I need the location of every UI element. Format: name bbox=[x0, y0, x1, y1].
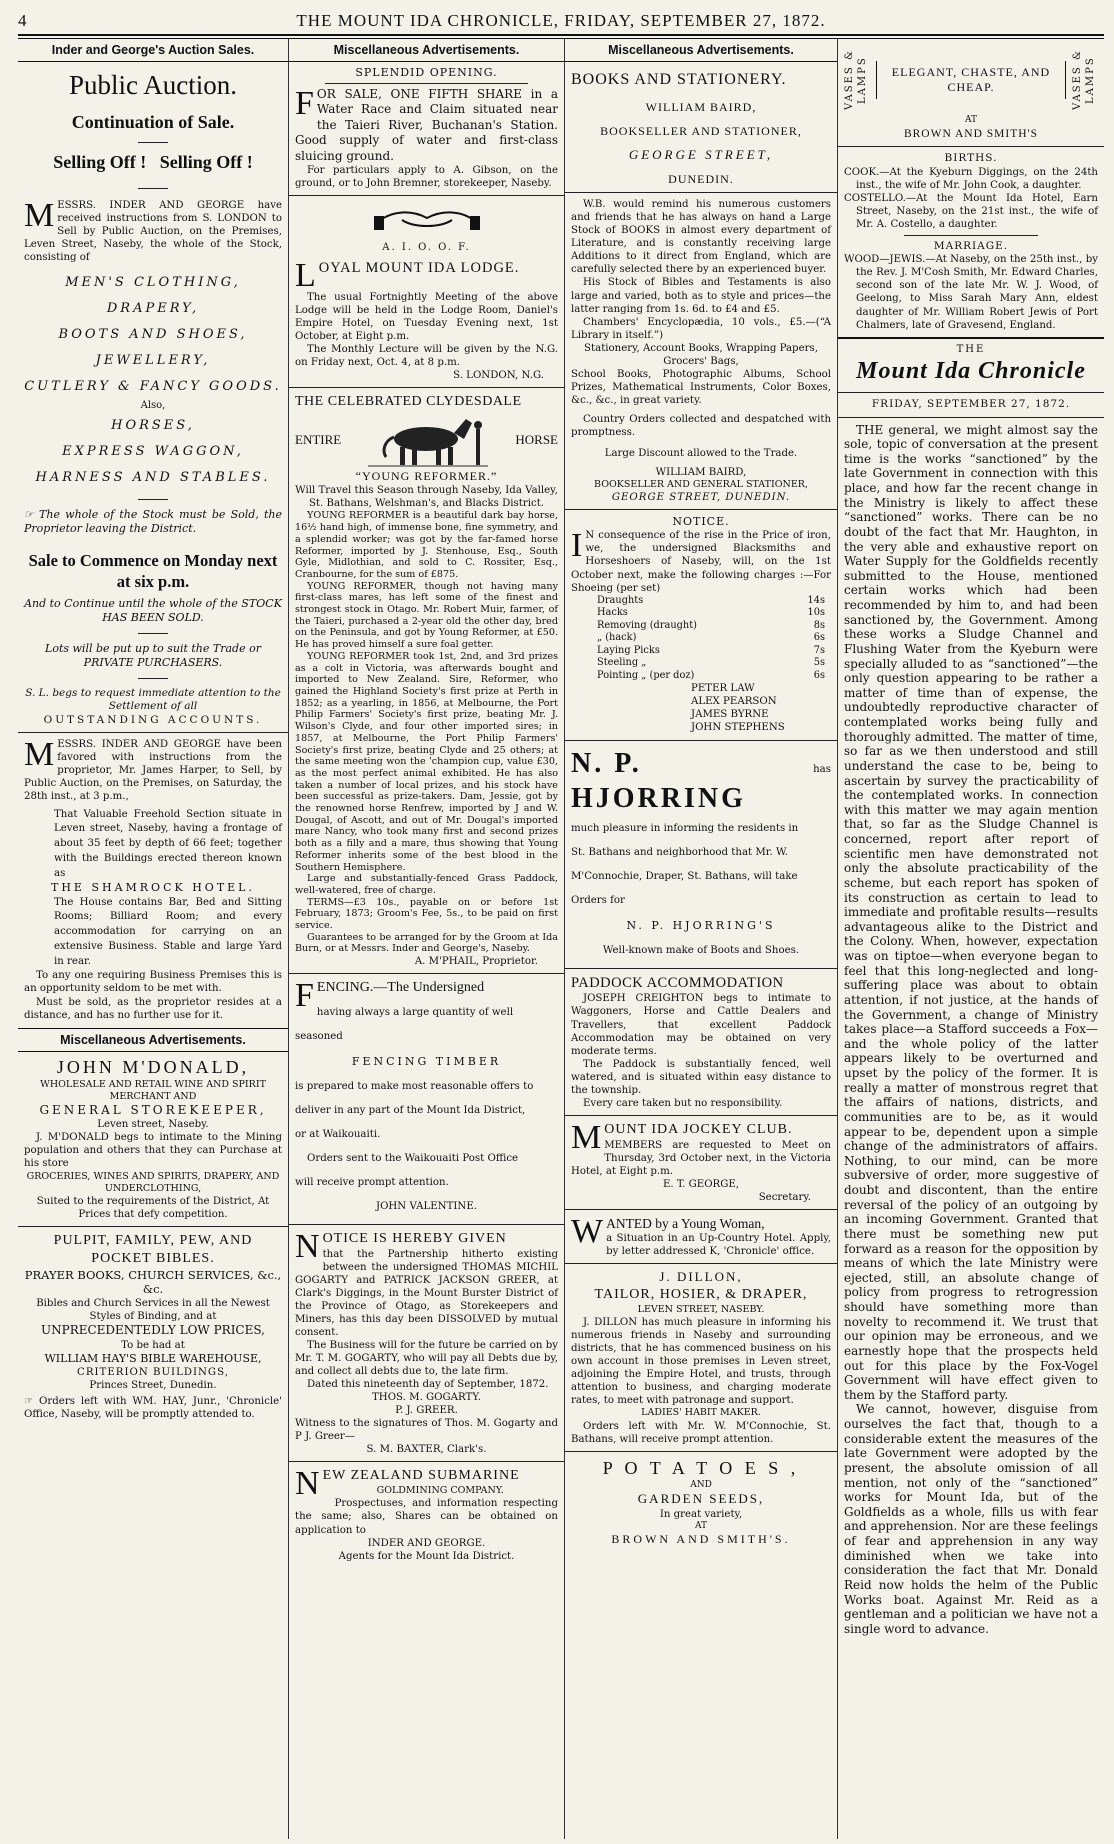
jockey-sign: E. T. GEORGE, bbox=[662, 1178, 740, 1190]
pointing-hand-icon: ☞ bbox=[24, 1395, 40, 1407]
books-street: GEORGE STREET, bbox=[628, 147, 774, 163]
pulpit-line-2: Bibles and Church Services in all the Newest Styles of Binding, and at bbox=[36, 1298, 270, 1323]
masthead-the: THE bbox=[956, 343, 986, 355]
pointing-hand-icon: ☞ bbox=[24, 507, 40, 521]
horse-title: THE CELEBRATED CLYDESDALE bbox=[295, 394, 522, 410]
wanted-text: a Situation in an Up-Country Hotel. Apply, by letter addressed K, 'Chronicle' office. bbox=[606, 1233, 831, 1258]
column-4 bbox=[838, 39, 1104, 1839]
auction-also: Also, bbox=[140, 399, 166, 411]
notice-text-2: The Business will for the future be carried on by Mr. T. M. GOGARTY, who will pay all Debts due by, and collect all debts due to, the late firm. bbox=[295, 1339, 558, 1378]
potatoes-title: P O T A T O E S , bbox=[602, 1457, 800, 1478]
wanted-title: WANTED by a Young Woman, bbox=[571, 1212, 765, 1250]
dillon-orders: Orders left with Mr. W. M'Connochie, St. Bathans, will receive prompt attention. bbox=[571, 1420, 831, 1445]
auction-subtitle: Continuation of Sale. bbox=[71, 111, 235, 132]
books-sign: WILLIAM BAIRD, bbox=[655, 467, 747, 479]
auction-lots: Lots will be put up to suit the Trade or PRIVATE PURCHASERS. bbox=[45, 641, 261, 669]
lodge-sign: S. LONDON, N.G. bbox=[453, 370, 544, 382]
fencing-title: FENCING.—The Undersigned bbox=[295, 977, 485, 1015]
column-2 bbox=[289, 39, 565, 1839]
auction-request: S. L. begs to request immediate attention to the Settlement of all bbox=[25, 686, 281, 713]
masthead-date: FRIDAY, SEPTEMBER 27, 1872. bbox=[871, 398, 1071, 411]
pulpit-line-6: CRITERION BUILDINGS, bbox=[77, 1366, 229, 1378]
fencing-body: having always a large quantity of well seasoned FENCING TIMBER is prepared to make most reasonable offers to deliver in any part of the Mount Ida District, or at Waikouaiti. Orders sent to the Waikouaiti Post Office will receive prompt attention. JOHN VALENTINE. bbox=[295, 1007, 534, 1212]
price-list bbox=[571, 595, 831, 683]
dillon-text: J. DILLON has much pleasure in informing his numerous friends in Naseby and surrounding districts, that he has commenced business on his own account in those premises in Leven street, adjoining the Empire Hotel, and trusts, through attention to business, and charging moderate rates, to meet with patronage and support. bbox=[571, 1317, 831, 1407]
dillon-ladies: LADIES' HABIT MAKER. bbox=[641, 1407, 761, 1419]
horse-banner: ENTIRE HORSE bbox=[295, 411, 558, 469]
notice-title: NOTICE IS HEREBY GIVEN bbox=[295, 1227, 507, 1265]
editorial-p2: We cannot, however, disguise from ourselves the fact that, though to a considerable extent the measures of the late Government were adopted by the present, the absolute omission of all mention, not only of the “sanctioned” works for Mount Ida, but of the Goldfields as a whole, fills us with fear and apprehension. Nor are these feelings of fear and apprehension in any way diminished when we take into consideration the fact that Mr. Donald Reid now holds the helm of the Public Works boat. Against Mr. Reid as a gentleman and a politician we have not a single word to advance. bbox=[844, 1402, 1098, 1636]
pulpit-line-4: To be had at bbox=[121, 1339, 185, 1351]
horse-p4: Large and substantially-fenced Grass Paddock, well-watered, free of charge. bbox=[295, 873, 558, 896]
birth-entry: COSTELLO.—At the Mount Ida Hotel, Earn Street, Naseby, on the 21st inst., the wife of Mr. A. Costello, a daughter. bbox=[844, 192, 1098, 230]
notice-sig-2: P. J. GREER. bbox=[395, 1405, 458, 1417]
price-row: Steeling „ 5s bbox=[597, 657, 825, 669]
pulpit-line-5: WILLIAM HAY'S BIBLE WAREHOUSE, bbox=[44, 1351, 262, 1365]
column-3 bbox=[565, 39, 838, 1839]
auction-continue: And to Continue until the whole of the STOCK HAS BEEN SOLD. bbox=[24, 596, 282, 624]
books-sign-3: GEORGE STREET, DUNEDIN. bbox=[611, 492, 791, 504]
books-role: BOOKSELLER AND STATIONER, bbox=[600, 123, 802, 138]
jockey-title: MOUNT IDA JOCKEY CLUB. bbox=[571, 1118, 793, 1156]
horse-p5: TERMS—£3 10s., payable on or before 1st February, 1873; Groom's Fee, 5s., to be paid on first service. bbox=[295, 896, 558, 932]
lodge-lecture: The Monthly Lecture will be given by the N.G. on Friday next, Oct. 4, at 8 p.m. bbox=[295, 343, 558, 368]
vases-right: VASES & LAMPS bbox=[1072, 49, 1097, 111]
price-row: Draughts 14s bbox=[597, 594, 825, 606]
paddock-text-3: Every care taken but no responsibility. bbox=[583, 1097, 783, 1109]
books-sign-2: BOOKSELLER AND GENERAL STATIONER, bbox=[594, 479, 808, 491]
mcdonald-line-3: Leven street, Naseby. bbox=[97, 1119, 209, 1131]
potatoes-seeds: GARDEN SEEDS, bbox=[637, 1491, 765, 1507]
auction-selling: Selling Off ! Selling Off ! bbox=[53, 151, 253, 172]
freehold-body-2: The House contains Bar, Bed and Sitting Rooms; Billiard Room; and every accommodation for carrying on an extensive Business. Stable and large Yard in rear. bbox=[54, 896, 282, 967]
submarine-sub: GOLDMINING COMPANY. bbox=[376, 1485, 504, 1497]
price-row: Removing (draught) 8s bbox=[597, 619, 825, 631]
auction-accounts: OUTSTANDING ACCOUNTS. bbox=[43, 713, 263, 726]
submarine-title: NEW ZEALAND SUBMARINE bbox=[295, 1465, 520, 1503]
horse-p2: YOUNG REFORMER, though not having many first-class mares, has left some of the finest and strongest stock in Otago. Mr. Robert Muir, farmer, of the Taieri, purchased a 2-year old the other day, bred on the Peninsula, and got by Young Reformer, at £50. He has proved himself a sure foal getter. bbox=[295, 580, 558, 651]
paddock-text: JOSEPH CREIGHTON begs to intimate to Waggoners, Horse and Cattle Dealers and Travellers, that excellent Paddock Accommodation may be obtained on very moderate terms. bbox=[571, 993, 831, 1057]
paddock-title: PADDOCK ACCOMMODATION bbox=[571, 974, 784, 991]
freehold-intro: MESSRS. INDER AND GEORGE have been favored with instructions from the proprietor, Mr. James Harper, to Sell, by Public Auction, on the Premises, on Saturday, the 28th inst., at 3 p.m., bbox=[24, 736, 282, 803]
notice-sig-1: THOS. M. GOGARTY. bbox=[372, 1392, 481, 1404]
submarine-sign: INDER AND GEORGE. bbox=[367, 1537, 486, 1549]
dillon-title: TAILOR, HOSIER, & DRAPER, bbox=[594, 1286, 808, 1302]
column-heading: Miscellaneous Advertisements. bbox=[565, 39, 837, 62]
price-row: Laying Picks 7s bbox=[597, 644, 825, 656]
births-title: BIRTHS. bbox=[944, 152, 998, 165]
masthead-name: Mount Ida Chronicle bbox=[856, 358, 1086, 385]
birth-entry: COOK.—At the Kyeburn Diggings, on the 24th inst., the wife of Mr. John Cook, a daughter. bbox=[844, 166, 1098, 191]
mcdonald-line-1: WHOLESALE AND RETAIL WINE AND SPIRIT MERCHANT AND bbox=[40, 1078, 266, 1102]
editorial-p1: THE general, we might almost say the sole, topic of conversation at the present time is the works “sanctioned” by the late Government in connection with this place, and how far the recent change in the Ministry is likely to affect these “sanctioned” works. There can be no doubt of the fact that Mr. Haughton, in the very able and exhaustive report on Water Supply for the Goldfields recently submitted to the House, mentioned certain works which had been recommended by him to, and had been sanctioned by, the Government. Among these works a Sludge Channel and Flushing Water from the Kyeburn were specially alluded to as “sanctioned”—the only question appearing to be rather a matter of time than of expense, the undoubtedly reproductive character of contemplated works being fully and thoroughly admitted. The matter of time, so far as we then understood and still understand the case to be, being to ascertain by survey the practicability of the contemplated works. In connection with this matter we may again mention that, so far as the Sludge Channel is concerned, report after report of scientific men have demonstrated not only the absolute practicability of the scheme, but each report has spoken of its construction as certain to lead to immediate and profitable results—results advantageous alike to the District and the Colony. When, however, expectation was on tiptoe—when everyone began to feel that this long-neglected and long-suffering place was about to obtain attention, if not justice, at the hands of the Government, a change of Ministry takes place—a Stafford succeeds a Fox—and the whole policy of the latter appears likely to be overturned and upset by the policy of the former. It is really a matter of monstrous regret that the affairs of nations, districts, and communities are to be, as it would appear to be, dependent upon a simple change of the administrators of affairs. Nothing, to our mind, can be more subversive of order, more suggestive of doubt and discontent, than the entire reversal of the policy of an outgoing by an incoming Government. Granted that there must be something new put forward as a reason for the opposition by means of which the late Ministry were ejected, still, an absolute change of policy from progress to retrogression should have something more than novelty to recommend it. We trust that our opinion may be erroneous, and we earnestly hope that the prospects held out for this place by the Fox-Vogel Government will have effect given to them by the Stafford party. bbox=[844, 422, 1098, 1402]
opening-title: SPLENDID OPENING. bbox=[355, 66, 498, 79]
vases-where: BROWN AND SMITH'S bbox=[903, 127, 1039, 140]
pulpit-orders: ☞ Orders left with WM. HAY, Junr., 'Chronicle' Office, Naseby, will be promptly attended to. bbox=[24, 1395, 282, 1420]
jockey-sign-2: Secretary. bbox=[758, 1191, 811, 1203]
submarine-text: Prospectuses, and information respecting the same; also, Shares can be obtained on application to bbox=[295, 1498, 558, 1536]
mcdonald-name: JOHN M'DONALD, bbox=[56, 1056, 250, 1077]
books-p1: W.B. would remind his numerous customers and friends that he has always on hand a Large Stock of BOOKS in almost every department of Literature, and is constantly receiving large Additions to it direct from England, which are carefully selected there by an experienced buyer. bbox=[571, 199, 831, 276]
potatoes-and: AND bbox=[690, 1479, 712, 1490]
vases-line-1: ELEGANT, CHASTE, AND bbox=[891, 64, 1051, 79]
marriage-title: MARRIAGE. bbox=[933, 239, 1009, 252]
freehold-body: That Valuable Freehold Section situate in Leven street, Naseby, having a frontage of about 35 feet by depth of 66 feet; together with the Buildings erected thereon known as bbox=[54, 808, 282, 879]
horse-name: “YOUNG REFORMER.” bbox=[355, 469, 498, 483]
vases-ad bbox=[844, 45, 1098, 115]
mcdonald-goods: GROCERIES, WINES AND SPIRITS, DRAPERY, AND UNDERCLOTHING, bbox=[26, 1170, 280, 1194]
notice-witness-2: S. M. BAXTER, Clark's. bbox=[366, 1444, 487, 1456]
freehold-hotel: THE SHAMROCK HOTEL. bbox=[50, 881, 255, 895]
horse-p3: YOUNG REFORMER took 1st, 2nd, and 3rd prizes as a colt in Victoria, was afterwards bought and imported to New Zealand. Sire, Reformer, who gained the Highland Society's first prize at Perth in 1852; as a yearling, in 1856, at Melbourne, the Port Philip Farmers' Society's first prize, beating Mr. J. Wilson's Clyde, and four other imported sires; in 1857, at Melbourne, the Port Philip Farmers' Society's first prize, beating Clyde and 25 others; at the same meeting won the 'champion cup, value £30, as the most perfect animal exhibited. He has also taken a number of local prizes, and his stock have been successful as prize-takers. Dam, Jessie, got by the renowned horse Renfrew, imported by J and W. Dougal, of Ascott, and out of Mr. Dougal's imported mare Nancy, who took many first and second prizes both as a filly and a mare, thus showing that Young Reformer inherits some of the best blood in the Southern Hemisphere. bbox=[295, 650, 558, 873]
notice-witness: Witness to the signatures of Thos. M. Gogarty and P J. Greer— bbox=[295, 1418, 558, 1443]
hjorring-title-row: N. P. HJORRING has bbox=[571, 747, 831, 815]
horse-sign: A. M'PHAIL, Proprietor. bbox=[414, 956, 538, 968]
auction-note: ☞ The whole of the Stock must be Sold, the Proprietor leaving the District. bbox=[24, 507, 283, 535]
price-row: „ (hack) 6s bbox=[597, 632, 825, 644]
horse-p1: YOUNG REFORMER is a beautiful dark bay horse, 16½ hand high, of immense bone, fine symmetry, and a splendid worker; was got by the far-famed horse Reformer, imported by J. Stenhouse, Esq., South Gyle, Midlothian, and sold to C. Rossiter, Esq., Cranbourne, for the sum of £875. bbox=[295, 510, 558, 580]
books-city: DUNEDIN. bbox=[668, 171, 734, 186]
pulpit-line-1: PRAYER BOOKS, CHURCH SERVICES, &c., &c. bbox=[24, 1267, 282, 1297]
jockey-text: MEMBERS are requested to Meet on Thursday, 3rd October next, in the Victoria Hotel, at Eight p.m. bbox=[571, 1139, 831, 1177]
forsale-particulars: For particulars apply to A. Gibson, on the ground, or to John Bremner, storekeeper, Naseby. bbox=[295, 164, 558, 189]
freehold-body-4: Must be sold, as the proprietor resides at a distance, and has no further use for it. bbox=[24, 996, 282, 1021]
potatoes-variety: In great variety, bbox=[659, 1508, 743, 1520]
auction-sale-date: Sale to Commence on Monday next at six p.m. bbox=[28, 550, 278, 592]
books-p7: Large Discount allowed to the Trade. bbox=[604, 448, 798, 460]
column-heading: Inder and George's Auction Sales. bbox=[18, 39, 288, 62]
page-number: 4 bbox=[18, 11, 28, 30]
potatoes-where: BROWN AND SMITH'S. bbox=[611, 1532, 791, 1547]
column-heading: Miscellaneous Advertisements. bbox=[289, 39, 564, 62]
submarine-agents: Agents for the Mount Ida District. bbox=[338, 1550, 515, 1562]
vases-line-2: CHEAP. bbox=[947, 80, 995, 94]
freehold-body-3: To any one requiring Business Premises this is an opportunity seldom to be met with. bbox=[24, 970, 282, 995]
vases-left: VASES & LAMPS bbox=[844, 49, 868, 111]
handshake-icon bbox=[372, 202, 482, 236]
vases-at: AT bbox=[964, 115, 977, 125]
pulpit-line-7: Princes Street, Dunedin. bbox=[89, 1379, 217, 1391]
mcdonald-suited: Suited to the requirements of the District, At Prices that defy competition. bbox=[36, 1195, 270, 1220]
books-p2: His Stock of Bibles and Testaments is also large and varied, both as to style and prices—the latter ranging from 1s. 6d. to £4 and £5. bbox=[571, 277, 831, 315]
horse-p6: Guarantees to be arranged for by the Groom at Ida Burn, or at Messrs. Inder and George's, Naseby. bbox=[295, 931, 558, 955]
auction-items: MEN'S CLOTHING, DRAPERY, BOOTS AND SHOES, JEWELLERY, CUTLERY & FANCY GOODS. bbox=[24, 274, 282, 394]
hjorring-body: much pleasure in informing the residents in St. Bathans and neighborhood that Mr. W. M'Connochie, Draper, St. Bathans, will take Orders for N. P. HJORRING'S Well-known make of Boots and Shoes. bbox=[571, 823, 800, 956]
dillon-name: J. DILLON, bbox=[659, 1269, 743, 1285]
column-1 bbox=[18, 39, 289, 1839]
smith-notice-title: NOTICE. bbox=[672, 515, 730, 529]
dillon-street: LEVEN STREET, NASEBY. bbox=[637, 1303, 765, 1315]
marriage-entry: WOOD—JEWIS.—At Naseby, on the 25th inst., by the Rev. J. M'Cosh Smith, Mr. Edward Charles, second son of the late Mr. W. J. Wood, of Geelong, to Miss Sarah Mary Ann, eldest daughter of Mr. William Robert Jewis of Port Chalmers, late of Gravesend, England. bbox=[844, 254, 1098, 331]
books-p6: Country Orders collected and despatched with promptness. bbox=[571, 413, 831, 438]
pulpit-title: PULPIT, FAMILY, PEW, AND POCKET BIBLES. bbox=[53, 1232, 253, 1266]
misc-heading: Miscellaneous Advertisements. bbox=[18, 1028, 288, 1052]
smith-notice-text: I N consequence of the rise in the Price of iron, we, the undersigned Blacksmiths and Horseshoers of Naseby, will, on the 1st October next, make the following charges :—For Shoeing (per set) bbox=[571, 527, 831, 594]
books-p5: School Books, Photographic Albums, School Prizes, Mathematical Instruments, Color Boxes, &c., &c., in great variety. bbox=[571, 368, 831, 406]
books-p4: Stationery, Account Books, Wrapping Papers, Grocers' Bags, bbox=[584, 342, 818, 367]
lodge-text: The usual Fortnightly Meeting of the above Lodge will be held in the Lodge Room, Daniel's Empire Hotel, on Tuesday Evening next, 1st October, at Eight p.m. bbox=[295, 291, 558, 342]
lodge-title: LOYAL MOUNT IDA LODGE. bbox=[295, 256, 520, 294]
paddock-text-2: The Paddock is substantially fenced, well watered, and is situated within easy distance to the township. bbox=[571, 1058, 831, 1096]
page-header bbox=[18, 8, 1104, 36]
aioof-label: A. I. O. O. F. bbox=[382, 241, 471, 253]
page-header-title: THE MOUNT IDA CHRONICLE, FRIDAY, SEPTEMBER 27, 1872. bbox=[296, 11, 826, 30]
horse-travel: Will Travel this Season through Naseby, Ida Valley, St. Bathans, Welshman's, and Blacks District. bbox=[295, 485, 558, 510]
mcdonald-body: J. M'DONALD begs to intimate to the Mining population and others that they can Purchase at his store bbox=[24, 1132, 282, 1170]
price-row: Pointing „ (per doz) 6s bbox=[597, 669, 825, 681]
potatoes-at: AT bbox=[694, 1520, 707, 1531]
pulpit-line-3: UNPRECEDENTEDLY LOW PRICES, bbox=[41, 1323, 265, 1338]
horse-icon bbox=[368, 411, 488, 469]
price-row: Hacks 10s bbox=[597, 607, 825, 619]
books-name: WILLIAM BAIRD, bbox=[645, 100, 757, 115]
books-title: BOOKS AND STATIONERY. bbox=[571, 71, 787, 88]
auction-items-2: HORSES, EXPRESS WAGGON, HARNESS AND STABLES. bbox=[35, 417, 271, 485]
mcdonald-line-2: GENERAL STOREKEEPER, bbox=[39, 1102, 267, 1117]
books-p3: Chambers' Encyclopædia, 10 vols., £5.—(“A Library in itself.”) bbox=[571, 316, 831, 341]
auction-title: Public Auction. bbox=[69, 70, 237, 100]
notice-signers: PETER LAW ALEX PEARSON JAMES BYRNE JOHN STEPHENS bbox=[691, 683, 785, 734]
auction-intro: MESSRS. INDER AND GEORGE have received instructions from S. LONDON to Sell by Public Auction, on the Premises, Leven Street, Naseby, the whole of the Stock, consisting of bbox=[24, 196, 282, 263]
notice-dated: Dated this nineteenth day of September, 1872. bbox=[307, 1379, 549, 1391]
notice-text: that the Partnership hitherto existing between the undersigned THOMAS MICHIL GOGARTY and PATRICK JACKSON GREER, at Clark's Diggings, in the Mount Burster District of the Province of Otago, as Storekeepers and Miners, has this day been DISSOLVED by mutual consent. bbox=[295, 1248, 558, 1338]
forsale-text: FOR SALE, ONE FIFTH SHARE in a Water Race and Claim situated near the Taieri River, Buchanan's Station. Good supply of water and first-class sluicing ground. bbox=[295, 85, 558, 163]
